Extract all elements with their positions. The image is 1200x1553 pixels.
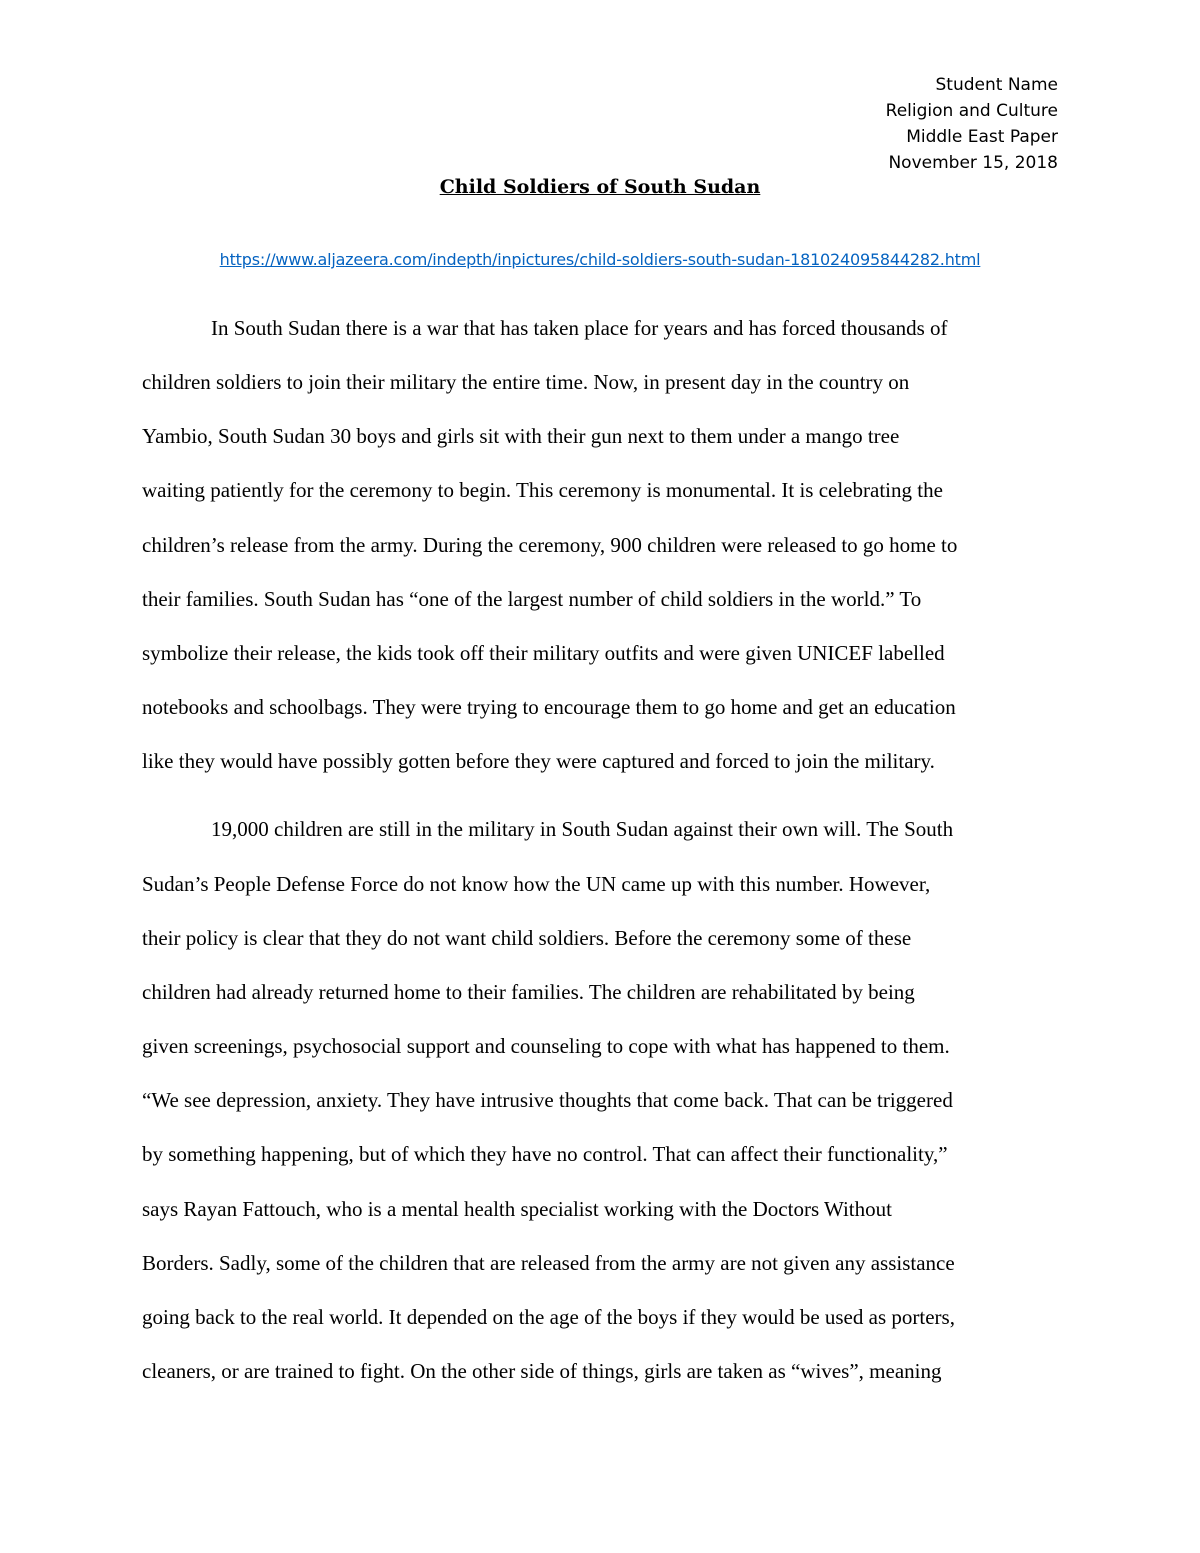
paragraph-line: children had already returned home to their families. The children are rehabilitated by being <box>142 980 915 1004</box>
paragraph-line: Yambio, South Sudan 30 boys and girls sit with their gun next to them under a mango tree <box>142 424 900 448</box>
document-date: November 15, 2018 <box>888 153 1058 173</box>
paragraph-line: cleaners, or are trained to fight. On the other side of things, girls are taken as “wives”, meaning <box>142 1359 942 1383</box>
paragraph-line: by something happening, but of which they have no control. That can affect their functionality,” <box>142 1142 948 1166</box>
document-title: Child Soldiers of South Sudan <box>439 176 761 198</box>
paragraph-line: going back to the real world. It depended on the age of the boys if they would be used as porters, <box>142 1305 955 1329</box>
course-name: Religion and Culture <box>885 101 1058 121</box>
paragraph-line: children soldiers to join their military the entire time. Now, in present day in the country on <box>142 370 910 394</box>
assignment-name: Middle East Paper <box>906 127 1058 147</box>
paragraph-line: like they would have possibly gotten before they were captured and forced to join the military. <box>142 749 935 773</box>
paragraph-line: notebooks and schoolbags. They were trying to encourage them to go home and get an education <box>142 695 956 719</box>
source-link[interactable]: https://www.aljazeera.com/indepth/inpictures/child-soldiers-south-sudan-181024095844282.html <box>219 250 981 269</box>
paragraph-line: says Rayan Fattouch, who is a mental health specialist working with the Doctors Without <box>142 1197 892 1221</box>
paragraph-line: waiting patiently for the ceremony to begin. This ceremony is monumental. It is celebrating the <box>142 478 943 502</box>
paragraph-line: their policy is clear that they do not want child soldiers. Before the ceremony some of these <box>142 926 912 950</box>
paragraph-line: symbolize their release, the kids took off their military outfits and were given UNICEF labelled <box>142 641 945 665</box>
paragraph-line: “We see depression, anxiety. They have intrusive thoughts that come back. That can be triggered <box>142 1088 953 1112</box>
paragraph-line: children’s release from the army. During the ceremony, 900 children were released to go home to <box>142 533 958 557</box>
paragraph-line: Sudan’s People Defense Force do not know how the UN came up with this number. However, <box>142 872 931 896</box>
header-block <box>886 72 1058 176</box>
paragraph-line: Borders. Sadly, some of the children that are released from the army are not given any assistance <box>142 1251 955 1275</box>
paragraph-line: their families. South Sudan has “one of the largest number of child soldiers in the world.” To <box>142 587 922 611</box>
paragraph-line: 19,000 children are still in the military in South Sudan against their own will. The South <box>211 817 954 841</box>
paragraph-line: In South Sudan there is a war that has taken place for years and has forced thousands of <box>211 316 948 340</box>
student-name: Student Name <box>935 75 1058 95</box>
paragraph-line: given screenings, psychosocial support and counseling to cope with what has happened to them. <box>142 1034 950 1058</box>
